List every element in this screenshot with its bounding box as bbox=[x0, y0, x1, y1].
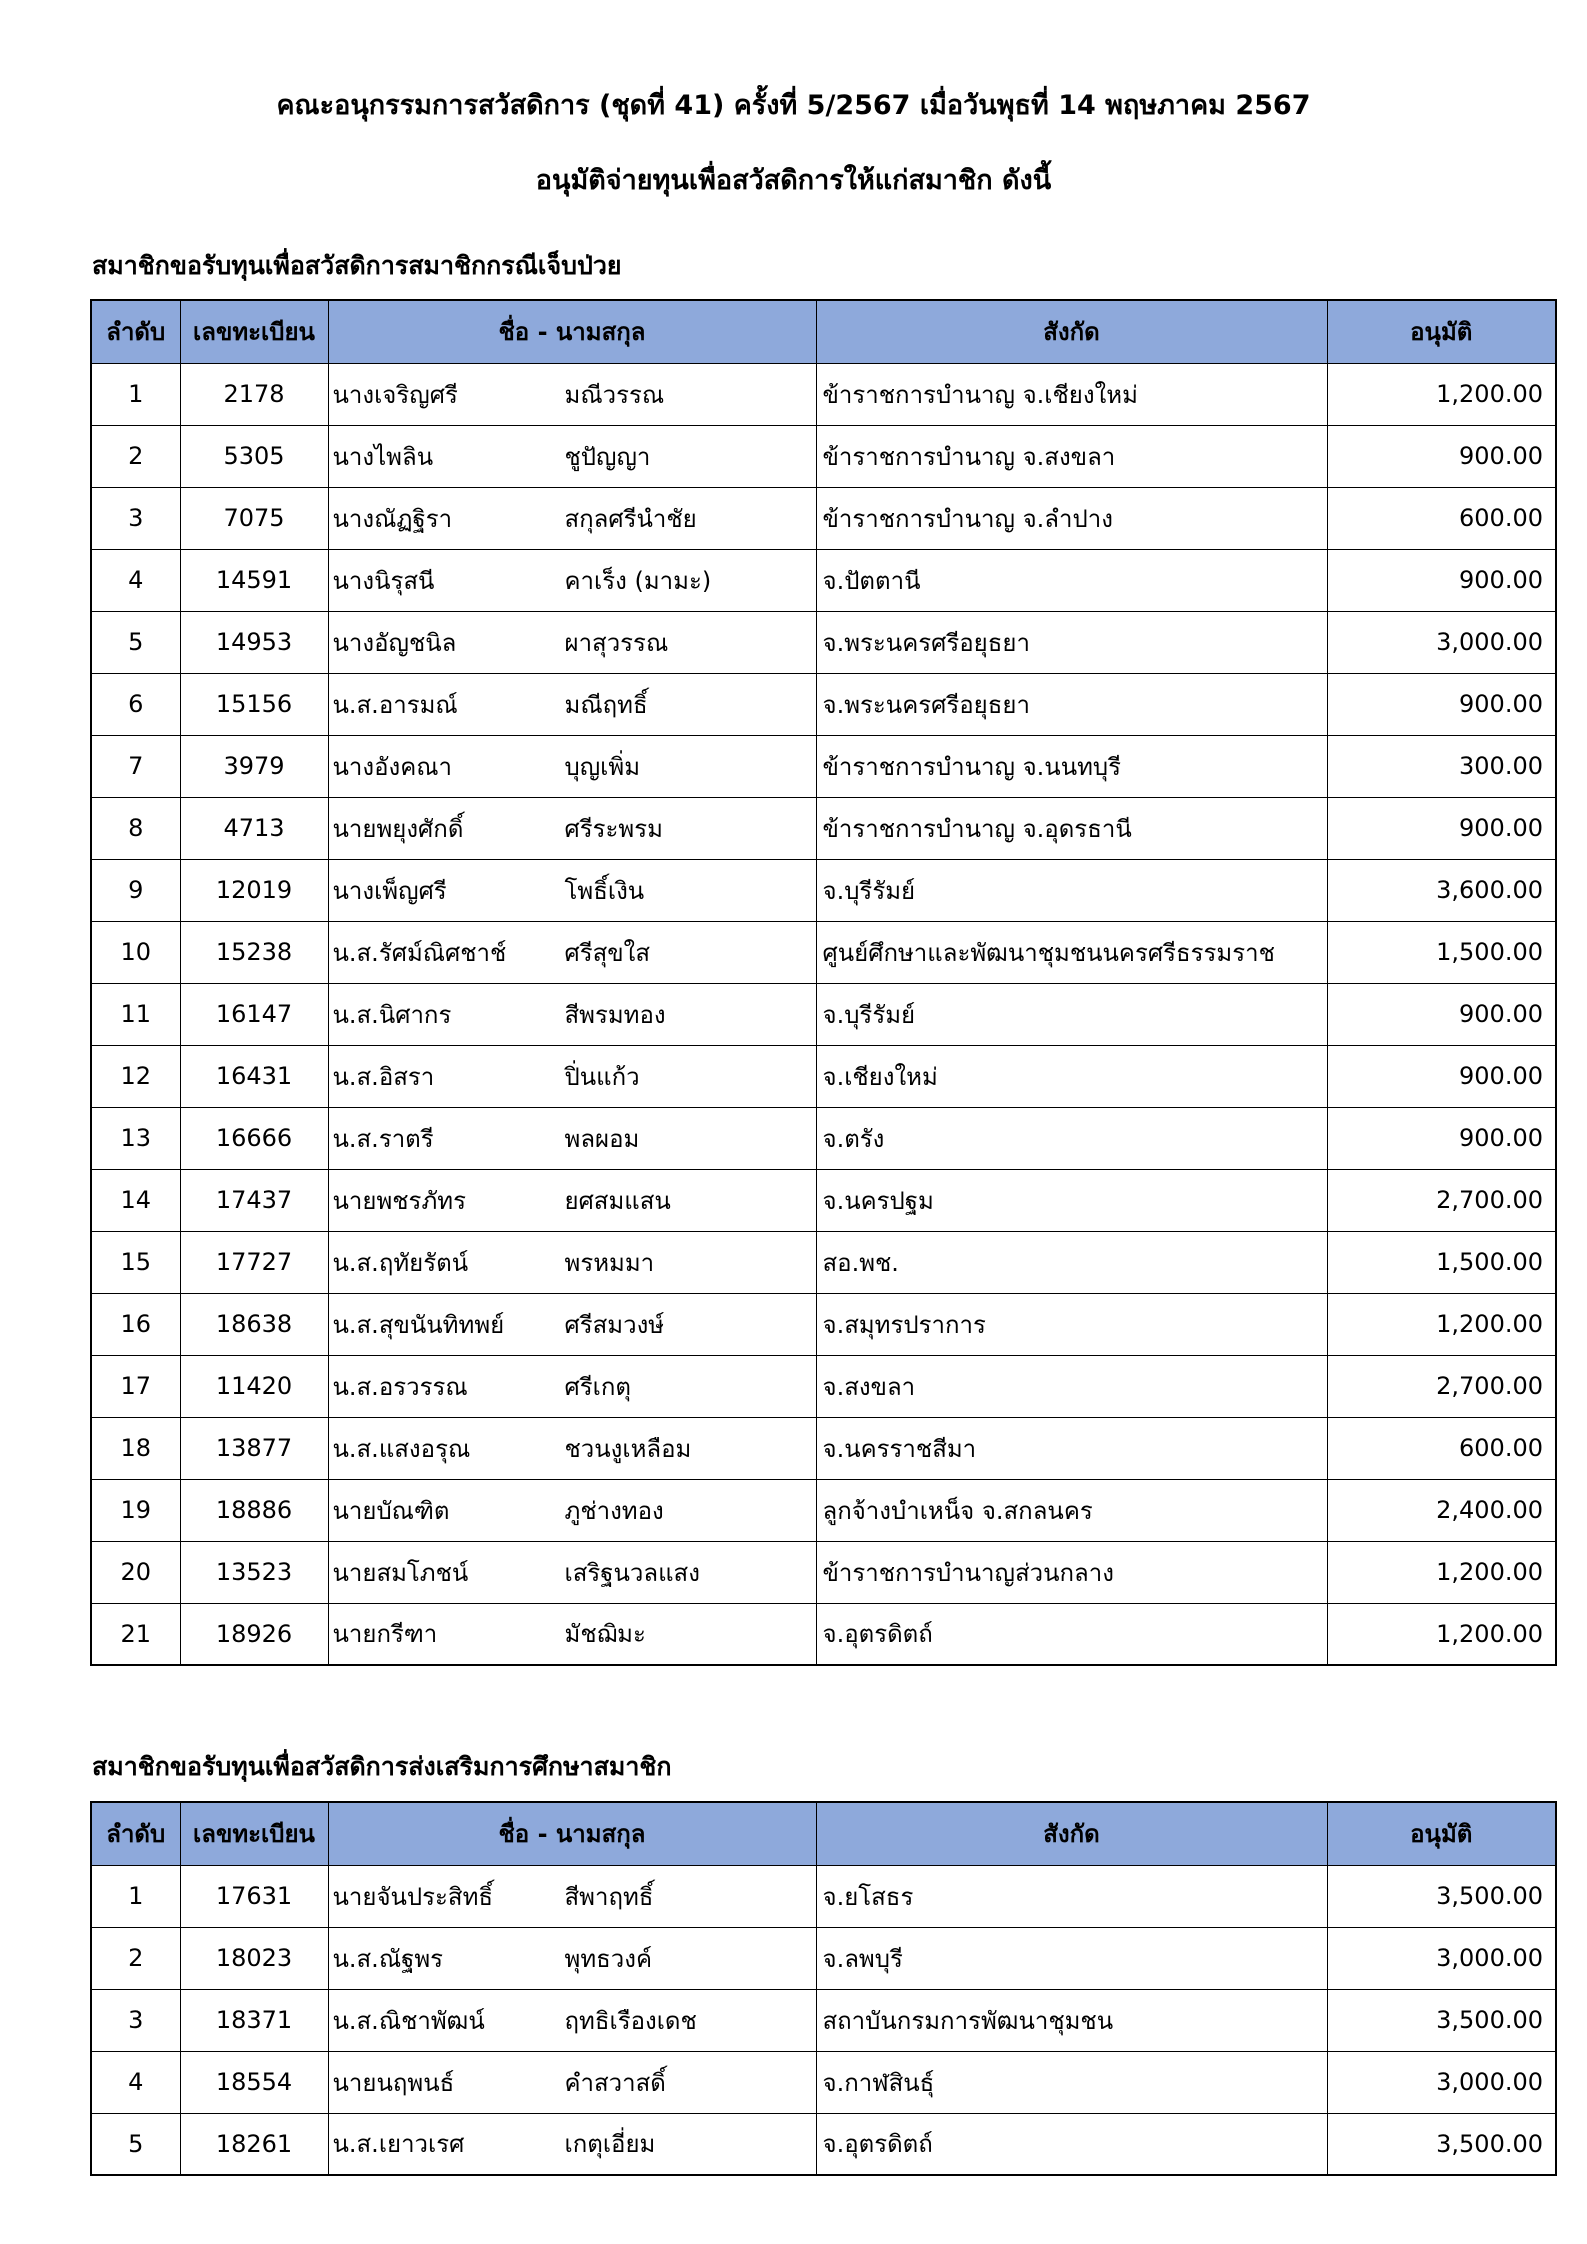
table-row bbox=[91, 1479, 1556, 1541]
row-full-name bbox=[328, 1107, 816, 1169]
row-unit: จ.สมุทรปราการ bbox=[816, 1293, 1327, 1355]
row-amount: 1,500.00 bbox=[1327, 921, 1556, 983]
row-reg-number: 16431 bbox=[180, 1045, 328, 1107]
row-full-name bbox=[328, 425, 816, 487]
row-full-name bbox=[328, 1541, 816, 1603]
table-row bbox=[91, 1293, 1556, 1355]
row-full-name bbox=[328, 1989, 816, 2051]
row-unit: จ.เชียงใหม่ bbox=[816, 1045, 1327, 1107]
row-amount: 1,200.00 bbox=[1327, 1603, 1556, 1665]
row-first-name: นางเพ็ญศรี bbox=[332, 876, 447, 905]
table-row bbox=[91, 1355, 1556, 1417]
row-last-name: สีพาฤทธิ์ bbox=[564, 1882, 654, 1911]
table-row bbox=[91, 487, 1556, 549]
row-reg-number: 18371 bbox=[180, 1989, 328, 2051]
row-amount: 3,600.00 bbox=[1327, 859, 1556, 921]
table-row bbox=[91, 797, 1556, 859]
row-no: 15 bbox=[91, 1231, 180, 1293]
row-last-name: ภูช่างทอง bbox=[564, 1496, 664, 1525]
row-unit: สถาบันกรมการพัฒนาชุมชน bbox=[816, 1989, 1327, 2051]
row-last-name: คาเร็ง (มามะ) bbox=[564, 566, 712, 595]
row-full-name bbox=[328, 983, 816, 1045]
row-full-name bbox=[328, 2113, 816, 2175]
table-header-row bbox=[91, 300, 1556, 363]
row-reg-number: 16147 bbox=[180, 983, 328, 1045]
row-amount: 300.00 bbox=[1327, 735, 1556, 797]
row-amount: 2,700.00 bbox=[1327, 1355, 1556, 1417]
row-amount: 3,000.00 bbox=[1327, 611, 1556, 673]
table-header-row bbox=[91, 1802, 1556, 1865]
table-row bbox=[91, 363, 1556, 425]
row-last-name: ชวนงูเหลือม bbox=[564, 1434, 692, 1463]
table-row bbox=[91, 735, 1556, 797]
table-row bbox=[91, 2051, 1556, 2113]
row-reg-number: 12019 bbox=[180, 859, 328, 921]
row-amount: 3,500.00 bbox=[1327, 2113, 1556, 2175]
row-unit: จ.นครปฐม bbox=[816, 1169, 1327, 1231]
row-amount: 1,500.00 bbox=[1327, 1231, 1556, 1293]
table-row bbox=[91, 673, 1556, 735]
row-amount: 900.00 bbox=[1327, 1045, 1556, 1107]
row-last-name: ศรีระพรม bbox=[564, 814, 663, 843]
page-subtitle: อนุมัติจ่ายทุนเพื่อสวัสดิการให้แก่สมาชิก ดังนี้ bbox=[535, 165, 1052, 196]
row-unit: จ.กาฬสินธุ์ bbox=[816, 2051, 1327, 2113]
row-amount: 1,200.00 bbox=[1327, 363, 1556, 425]
table-row bbox=[91, 425, 1556, 487]
row-no: 18 bbox=[91, 1417, 180, 1479]
row-no: 12 bbox=[91, 1045, 180, 1107]
row-amount: 600.00 bbox=[1327, 1417, 1556, 1479]
row-reg-number: 13523 bbox=[180, 1541, 328, 1603]
row-first-name: นายจันประสิทธิ์ bbox=[332, 1882, 494, 1911]
row-amount: 3,500.00 bbox=[1327, 1989, 1556, 2051]
row-full-name bbox=[328, 1603, 816, 1665]
row-last-name: พุทธวงค์ bbox=[564, 1944, 653, 1973]
table-row bbox=[91, 1865, 1556, 1927]
row-unit: ข้าราชการบำนาญส่วนกลาง bbox=[816, 1541, 1327, 1603]
row-last-name: ศรีสุขใส bbox=[564, 938, 651, 967]
row-full-name bbox=[328, 1417, 816, 1479]
row-full-name bbox=[328, 1865, 816, 1927]
row-last-name: โพธิ์เงิน bbox=[564, 876, 645, 905]
row-first-name: น.ส.อิสรา bbox=[332, 1062, 435, 1091]
row-no: 3 bbox=[91, 1989, 180, 2051]
row-first-name: นางอัญชนิล bbox=[332, 628, 457, 657]
row-no: 4 bbox=[91, 549, 180, 611]
row-unit: ข้าราชการบำนาญ จ.ลำปาง bbox=[816, 487, 1327, 549]
row-reg-number: 13877 bbox=[180, 1417, 328, 1479]
row-full-name bbox=[328, 1169, 816, 1231]
row-last-name: มณีฤทธิ์ bbox=[564, 690, 648, 719]
row-amount: 2,400.00 bbox=[1327, 1479, 1556, 1541]
row-first-name: นายพยุงศักดิ์ bbox=[332, 814, 464, 843]
row-unit: ลูกจ้างบำเหน็จ จ.สกลนคร bbox=[816, 1479, 1327, 1541]
row-full-name bbox=[328, 611, 816, 673]
table-row bbox=[91, 859, 1556, 921]
table-illness bbox=[90, 299, 1557, 1666]
row-unit: จ.บุรีรัมย์ bbox=[816, 983, 1327, 1045]
row-amount: 1,200.00 bbox=[1327, 1541, 1556, 1603]
row-first-name: น.ส.เยาวเรศ bbox=[332, 2130, 465, 2159]
page-title: คณะอนุกรรมการสวัสดิการ (ชุดที่ 41) ครั้งที่ 5/2567 เมื่อวันพุธที่ 14 พฤษภาคม 2567 bbox=[276, 90, 1311, 121]
table-education bbox=[90, 1801, 1557, 2176]
row-last-name: ชูปัญญา bbox=[564, 442, 651, 471]
row-amount: 3,500.00 bbox=[1327, 1865, 1556, 1927]
row-unit: สอ.พช. bbox=[816, 1231, 1327, 1293]
section-title-illness: สมาชิกขอรับทุนเพื่อสวัสดิการสมาชิกกรณีเจ็บป่วย bbox=[92, 251, 622, 280]
row-amount: 2,700.00 bbox=[1327, 1169, 1556, 1231]
table-row bbox=[91, 1989, 1556, 2051]
row-no: 5 bbox=[91, 2113, 180, 2175]
row-unit: จ.พระนครศรีอยุธยา bbox=[816, 611, 1327, 673]
row-unit: จ.ปัตตานี bbox=[816, 549, 1327, 611]
row-last-name: พลผอม bbox=[564, 1124, 640, 1153]
row-reg-number: 15238 bbox=[180, 921, 328, 983]
table-row bbox=[91, 1107, 1556, 1169]
row-last-name: ผาสุวรรณ bbox=[564, 628, 669, 657]
row-full-name bbox=[328, 1927, 816, 1989]
row-first-name: นายกรีฑา bbox=[332, 1620, 438, 1649]
row-reg-number: 5305 bbox=[180, 425, 328, 487]
row-full-name bbox=[328, 1355, 816, 1417]
row-amount: 900.00 bbox=[1327, 1107, 1556, 1169]
row-no: 21 bbox=[91, 1603, 180, 1665]
row-last-name: สกุลศรีนำชัย bbox=[564, 504, 697, 533]
col-header-unit: สังกัด bbox=[816, 300, 1327, 363]
row-unit: จ.ตรัง bbox=[816, 1107, 1327, 1169]
row-reg-number: 18023 bbox=[180, 1927, 328, 1989]
row-first-name: น.ส.แสงอรุณ bbox=[332, 1434, 471, 1463]
row-amount: 3,000.00 bbox=[1327, 2051, 1556, 2113]
table-row bbox=[91, 1603, 1556, 1665]
row-first-name: นายบัณฑิต bbox=[332, 1496, 450, 1525]
table-row bbox=[91, 2113, 1556, 2175]
row-full-name bbox=[328, 859, 816, 921]
row-full-name bbox=[328, 1231, 816, 1293]
row-unit: จ.บุรีรัมย์ bbox=[816, 859, 1327, 921]
row-amount: 900.00 bbox=[1327, 673, 1556, 735]
table-row bbox=[91, 1417, 1556, 1479]
row-reg-number: 2178 bbox=[180, 363, 328, 425]
row-no: 1 bbox=[91, 363, 180, 425]
row-first-name: น.ส.ฤทัยรัตน์ bbox=[332, 1248, 469, 1277]
col-header-amount: อนุมัติ bbox=[1327, 300, 1556, 363]
table-row bbox=[91, 1541, 1556, 1603]
row-no: 8 bbox=[91, 797, 180, 859]
row-no: 17 bbox=[91, 1355, 180, 1417]
table-row bbox=[91, 1045, 1556, 1107]
row-no: 4 bbox=[91, 2051, 180, 2113]
row-no: 14 bbox=[91, 1169, 180, 1231]
row-last-name: คำสวาสดิ์ bbox=[564, 2068, 666, 2097]
row-first-name: นายพชรภัทร bbox=[332, 1186, 466, 1215]
row-amount: 900.00 bbox=[1327, 983, 1556, 1045]
table-row bbox=[91, 983, 1556, 1045]
row-unit: จ.สงขลา bbox=[816, 1355, 1327, 1417]
row-full-name bbox=[328, 673, 816, 735]
col-header-reg: เลขทะเบียน bbox=[180, 300, 328, 363]
row-last-name: ยศสมแสน bbox=[564, 1186, 671, 1215]
table-row bbox=[91, 549, 1556, 611]
row-reg-number: 17727 bbox=[180, 1231, 328, 1293]
row-amount: 900.00 bbox=[1327, 425, 1556, 487]
row-first-name: น.ส.ณัฐพร bbox=[332, 1944, 444, 1973]
col-header-name: ชื่อ - นามสกุล bbox=[328, 300, 816, 363]
row-reg-number: 18261 bbox=[180, 2113, 328, 2175]
row-no: 3 bbox=[91, 487, 180, 549]
row-reg-number: 4713 bbox=[180, 797, 328, 859]
row-full-name bbox=[328, 363, 816, 425]
row-unit: ข้าราชการบำนาญ จ.เชียงใหม่ bbox=[816, 363, 1327, 425]
col-header-name: ชื่อ - นามสกุล bbox=[328, 1802, 816, 1865]
row-reg-number: 14953 bbox=[180, 611, 328, 673]
col-header-unit: สังกัด bbox=[816, 1802, 1327, 1865]
col-header-reg: เลขทะเบียน bbox=[180, 1802, 328, 1865]
row-unit: จ.พระนครศรีอยุธยา bbox=[816, 673, 1327, 735]
row-first-name: น.ส.อารมณ์ bbox=[332, 690, 458, 719]
table-row bbox=[91, 611, 1556, 673]
table-body bbox=[91, 1865, 1556, 2175]
col-header-no: ลำดับ bbox=[91, 1802, 180, 1865]
row-first-name: น.ส.สุขนันทิทพย์ bbox=[332, 1310, 505, 1339]
row-full-name bbox=[328, 921, 816, 983]
row-unit: ข้าราชการบำนาญ จ.อุดรธานี bbox=[816, 797, 1327, 859]
row-reg-number: 16666 bbox=[180, 1107, 328, 1169]
row-last-name: สีพรมทอง bbox=[564, 1000, 666, 1029]
row-no: 20 bbox=[91, 1541, 180, 1603]
section-title-education: สมาชิกขอรับทุนเพื่อสวัสดิการส่งเสริมการศึกษาสมาชิก bbox=[92, 1752, 672, 1781]
row-full-name bbox=[328, 1293, 816, 1355]
row-full-name bbox=[328, 797, 816, 859]
row-last-name: มัชฌิมะ bbox=[564, 1620, 646, 1649]
table-row bbox=[91, 921, 1556, 983]
row-no: 5 bbox=[91, 611, 180, 673]
row-first-name: นางณัฏฐิรา bbox=[332, 504, 453, 533]
col-header-no: ลำดับ bbox=[91, 300, 180, 363]
row-reg-number: 18554 bbox=[180, 2051, 328, 2113]
row-full-name bbox=[328, 1479, 816, 1541]
row-reg-number: 7075 bbox=[180, 487, 328, 549]
row-amount: 600.00 bbox=[1327, 487, 1556, 549]
row-unit: จ.อุตรดิตถ์ bbox=[816, 2113, 1327, 2175]
row-last-name: ศรีสมวงษ์ bbox=[564, 1310, 665, 1339]
row-reg-number: 14591 bbox=[180, 549, 328, 611]
row-reg-number: 18886 bbox=[180, 1479, 328, 1541]
row-no: 7 bbox=[91, 735, 180, 797]
row-unit: จ.อุตรดิตถ์ bbox=[816, 1603, 1327, 1665]
row-full-name bbox=[328, 735, 816, 797]
row-last-name: ปิ่นแก้ว bbox=[564, 1062, 640, 1091]
row-first-name: น.ส.ราตรี bbox=[332, 1124, 434, 1153]
row-last-name: มณีวรรณ bbox=[564, 380, 665, 409]
row-first-name: นางเจริญศรี bbox=[332, 380, 458, 409]
col-header-amount: อนุมัติ bbox=[1327, 1802, 1556, 1865]
table-row bbox=[91, 1231, 1556, 1293]
row-first-name: น.ส.นิศากร bbox=[332, 1000, 452, 1029]
row-unit: ข้าราชการบำนาญ จ.สงขลา bbox=[816, 425, 1327, 487]
row-no: 6 bbox=[91, 673, 180, 735]
row-first-name: นายนฤพนธ์ bbox=[332, 2068, 455, 2097]
row-last-name: เกตุเอี่ยม bbox=[564, 2130, 656, 2159]
row-no: 2 bbox=[91, 425, 180, 487]
row-reg-number: 18638 bbox=[180, 1293, 328, 1355]
row-no: 19 bbox=[91, 1479, 180, 1541]
row-amount: 900.00 bbox=[1327, 797, 1556, 859]
row-unit: จ.นครราชสีมา bbox=[816, 1417, 1327, 1479]
row-first-name: นางอังคณา bbox=[332, 752, 453, 781]
row-last-name: ศรีเกตุ bbox=[564, 1372, 631, 1401]
row-last-name: บุญเพิ่ม bbox=[564, 752, 641, 781]
row-first-name: นางนิรุสนี bbox=[332, 566, 435, 595]
row-unit: ข้าราชการบำนาญ จ.นนทบุรี bbox=[816, 735, 1327, 797]
row-full-name bbox=[328, 2051, 816, 2113]
row-last-name: ฤทธิเรืองเดช bbox=[564, 2006, 697, 2035]
row-last-name: เสริฐนวลแสง bbox=[564, 1558, 700, 1587]
row-last-name: พรหมมา bbox=[564, 1248, 655, 1277]
row-amount: 1,200.00 bbox=[1327, 1293, 1556, 1355]
row-first-name: น.ส.อรวรรณ bbox=[332, 1372, 468, 1401]
row-first-name: น.ส.รัศม์ณิศชาช์ bbox=[332, 938, 507, 967]
table-body bbox=[91, 363, 1556, 1665]
row-no: 1 bbox=[91, 1865, 180, 1927]
table-row bbox=[91, 1169, 1556, 1231]
row-first-name: นางไพลิน bbox=[332, 442, 434, 471]
row-unit: จ.ลพบุรี bbox=[816, 1927, 1327, 1989]
table-row bbox=[91, 1927, 1556, 1989]
row-reg-number: 17631 bbox=[180, 1865, 328, 1927]
row-reg-number: 3979 bbox=[180, 735, 328, 797]
row-unit: ศูนย์ศึกษาและพัฒนาชุมชนนครศรีธรรมราช bbox=[816, 921, 1327, 983]
row-unit: จ.ยโสธร bbox=[816, 1865, 1327, 1927]
row-no: 9 bbox=[91, 859, 180, 921]
row-no: 11 bbox=[91, 983, 180, 1045]
row-no: 10 bbox=[91, 921, 180, 983]
row-no: 16 bbox=[91, 1293, 180, 1355]
row-no: 2 bbox=[91, 1927, 180, 1989]
row-full-name bbox=[328, 549, 816, 611]
row-full-name bbox=[328, 1045, 816, 1107]
row-amount: 3,000.00 bbox=[1327, 1927, 1556, 1989]
row-first-name: น.ส.ณิชาพัฒน์ bbox=[332, 2006, 485, 2035]
row-reg-number: 11420 bbox=[180, 1355, 328, 1417]
row-amount: 900.00 bbox=[1327, 549, 1556, 611]
row-reg-number: 17437 bbox=[180, 1169, 328, 1231]
row-first-name: นายสมโภชน์ bbox=[332, 1558, 469, 1587]
row-reg-number: 15156 bbox=[180, 673, 328, 735]
row-reg-number: 18926 bbox=[180, 1603, 328, 1665]
row-no: 13 bbox=[91, 1107, 180, 1169]
row-full-name bbox=[328, 487, 816, 549]
